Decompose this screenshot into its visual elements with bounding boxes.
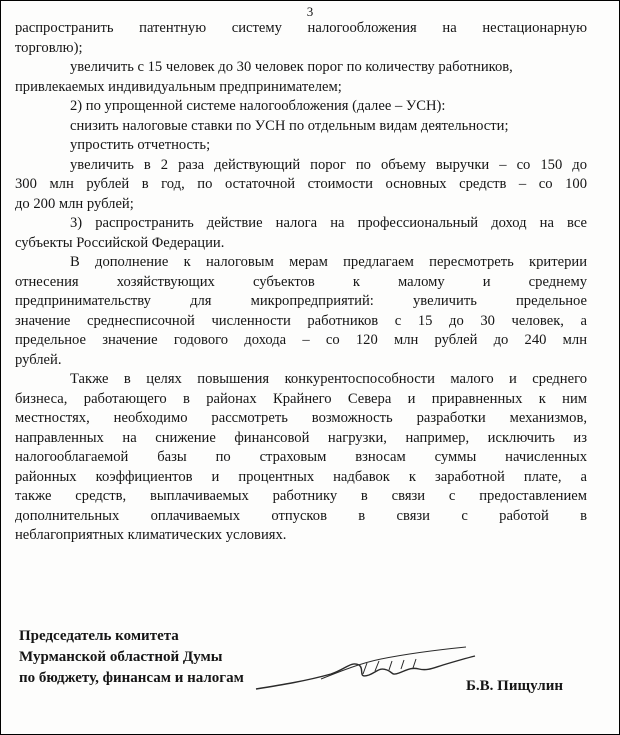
text-line: В дополнение к налоговым мерам предлагаем пересмотреть критерии	[70, 254, 587, 270]
text-line: упростить отчетность;	[70, 137, 211, 153]
text-line: направленных на снижение финансовой нагрузки, например, исключить из	[15, 429, 587, 446]
text-line: значение среднесписочной численности работников с 15 до 30 человек, а	[15, 312, 587, 329]
text-line: распространить патентную систему налогообложения на нестационарную	[15, 20, 587, 36]
text-line: торговлю);	[15, 39, 83, 56]
text-line: Также в целях повышения конкурентоспособности малого и среднего	[70, 371, 587, 387]
text-line: местностях, необходимо рассмотреть возможность разработки механизмов,	[15, 410, 587, 426]
text-line: отнесения хозяйствующих субъектов к малому и среднему	[15, 273, 587, 290]
text-line: районных коэффициентов и процентных надбавок к заработной плате, а	[15, 468, 587, 485]
text-line: увеличить с 15 человек до 30 человек порог по количеству работников,	[70, 59, 513, 75]
signatory-title-line: Председатель комитета	[19, 628, 179, 644]
handwritten-signature	[251, 641, 481, 701]
signatory-name: Б.В. Пищулин	[466, 678, 563, 694]
text-line: налогооблагаемой базы по страховым взносам суммы начисленных	[15, 449, 587, 465]
text-line: до 200 млн рублей;	[15, 195, 134, 212]
text-line: бизнеса, работающего в районах Крайнего Севера и приравненных к ним	[15, 390, 587, 407]
text-line: неблагоприятных климатических условиях.	[15, 527, 287, 543]
text-line: 300 млн рублей в год, по остаточной стоимости основных средств – со 100	[15, 176, 587, 192]
text-line: рублей.	[15, 351, 62, 368]
text-line: 3) распространить действие налога на профессиональный доход на все	[70, 215, 587, 231]
signatory-title-line: Мурманской областной Думы	[19, 649, 223, 665]
page-number: 3	[306, 4, 314, 19]
text-line: 2) по упрощенной системе налогообложения (далее – УСН):	[70, 98, 446, 114]
signatory-title-line: по бюджету, финансам и налогам	[19, 670, 244, 686]
text-line: дополнительных оплачиваемых отпусков в связи с работой в	[15, 507, 587, 524]
signatory-title	[19, 626, 244, 689]
text-line: предельное значение годового дохода – со 120 млн рублей до 240 млн	[15, 332, 587, 348]
text-line: привлекаемых индивидуальным предпринимателем;	[15, 78, 342, 95]
text-line: предпринимательству для микропредприятий: увеличить предельное	[15, 293, 587, 309]
text-line: увеличить в 2 раза действующий порог по объему выручки – со 150 до	[70, 156, 587, 173]
text-line: снизить налоговые ставки по УСН по отдельным видам деятельности;	[70, 117, 509, 134]
document-body	[15, 19, 587, 546]
text-line: субъекты Российской Федерации.	[15, 234, 225, 251]
text-line: также средств, выплачиваемых работнику в связи с предоставлением	[15, 488, 587, 504]
